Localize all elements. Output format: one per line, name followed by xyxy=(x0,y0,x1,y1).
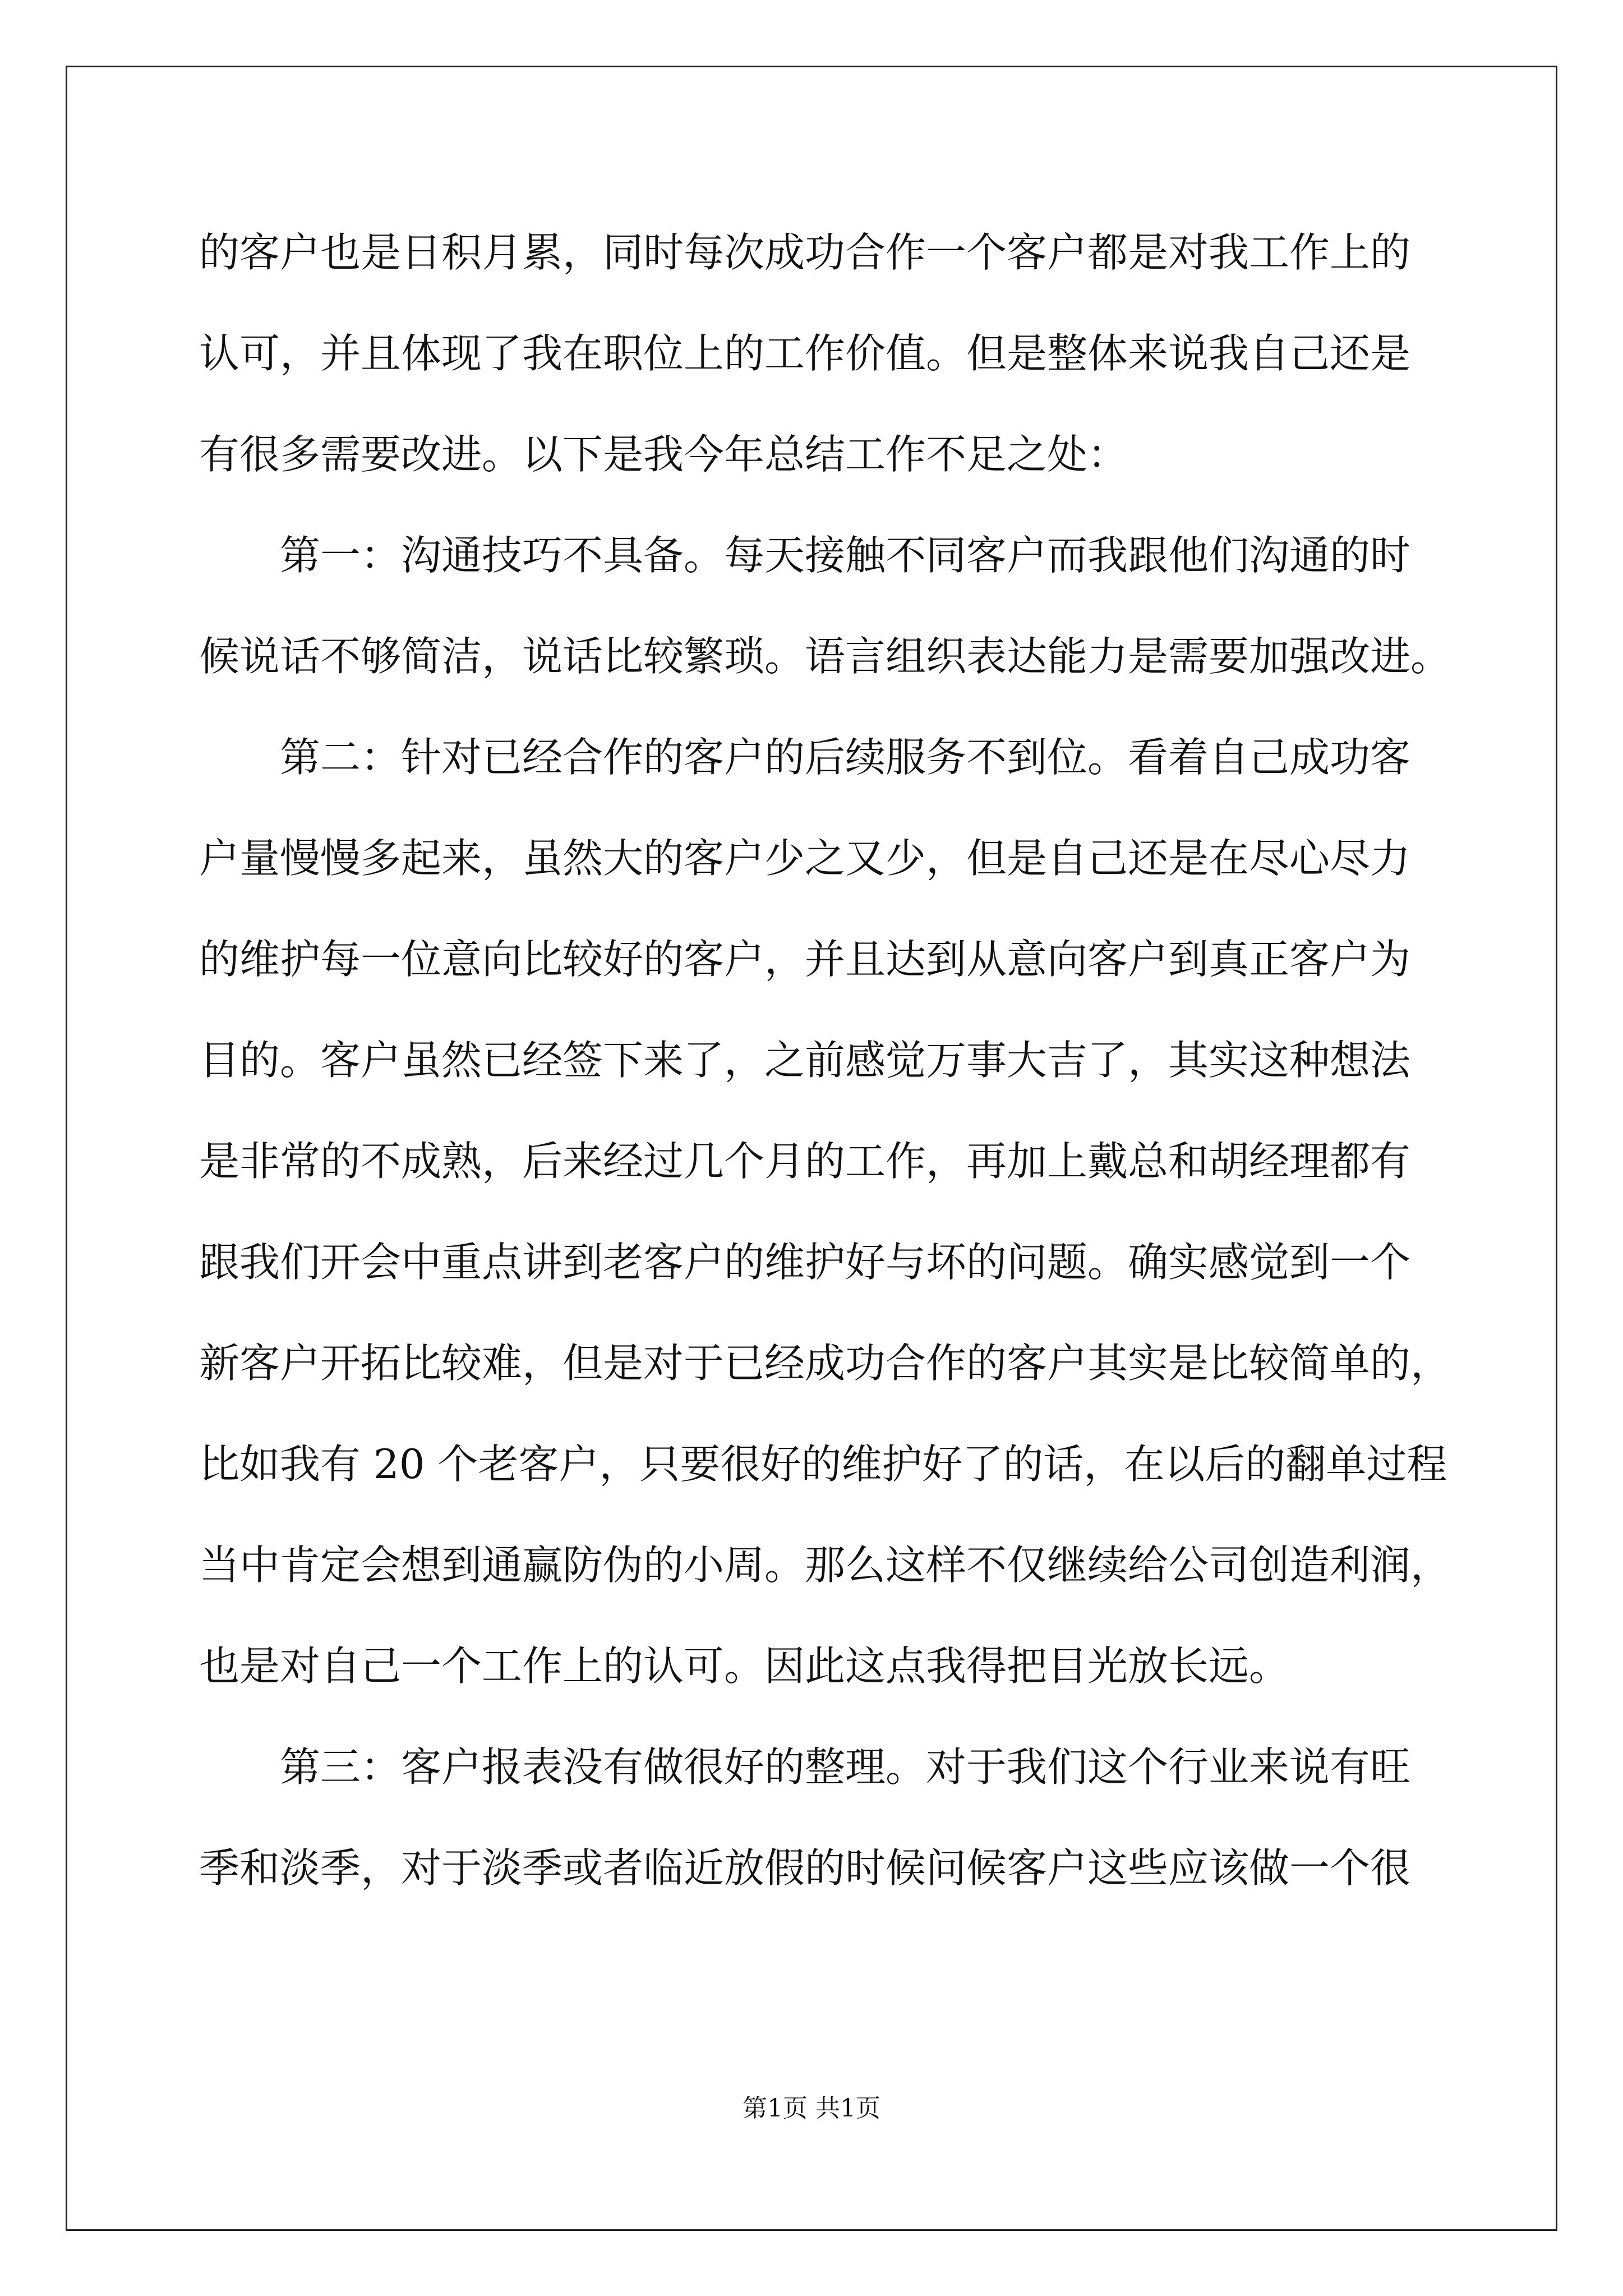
text-line: 比如我有 20 个老客户，只要很好的维护好了的话，在以后的翻单过程 xyxy=(199,1441,1447,1488)
document-body xyxy=(199,202,1451,1918)
text-line: 户量慢慢多起来，虽然大的客户少之又少，但是自己还是在尽心尽力 xyxy=(199,835,1411,882)
page-footer: 第1页 共1页 xyxy=(743,2094,880,2123)
text-line: 候说话不够简洁，说话比较繁琐。语言组织表达能力是需要加强改进。 xyxy=(199,633,1451,680)
text-line: 当中肯定会想到通赢防伪的小周。那么这样不仅继续给公司创造利润， xyxy=(199,1542,1451,1589)
text-line: 也是对自己一个工作上的认可。因此这点我得把目光放长远。 xyxy=(199,1642,1290,1690)
text-line: 是非常的不成熟，后来经过几个月的工作，再加上戴总和胡经理都有 xyxy=(199,1138,1411,1185)
text-line: 跟我们开会中重点讲到老客户的维护好与坏的问题。确实感觉到一个 xyxy=(199,1239,1411,1286)
text-line: 的维护每一位意向比较好的客户，并且达到从意向客户到真正客户为 xyxy=(199,936,1411,983)
text-line: 新客户开拓比较难，但是对于已经成功合作的客户其实是比较简单的， xyxy=(199,1340,1451,1387)
paragraph-start-line: 第三：客户报表没有做很好的整理。对于我们这个行业来说有旺 xyxy=(280,1743,1411,1791)
text-line: 有很多需要改进。以下是我今年总结工作不足之处： xyxy=(199,431,1128,478)
paragraph-start-line: 第一：沟通技巧不具备。每天接触不同客户而我跟他们沟通的时 xyxy=(280,532,1411,579)
paragraph-start-line: 第二：针对已经合作的客户的后续服务不到位。看着自己成功客 xyxy=(280,734,1411,781)
text-line: 的客户也是日积月累，同时每次成功合作一个客户都是对我工作上的 xyxy=(199,229,1411,276)
text-line: 认可，并且体现了我在职位上的工作价值。但是整体来说我自己还是 xyxy=(199,330,1411,377)
text-line: 季和淡季，对于淡季或者临近放假的时候问候客户这些应该做一个很 xyxy=(199,1844,1411,1892)
text-line: 目的。客户虽然已经签下来了，之前感觉万事大吉了，其实这种想法 xyxy=(199,1037,1411,1084)
